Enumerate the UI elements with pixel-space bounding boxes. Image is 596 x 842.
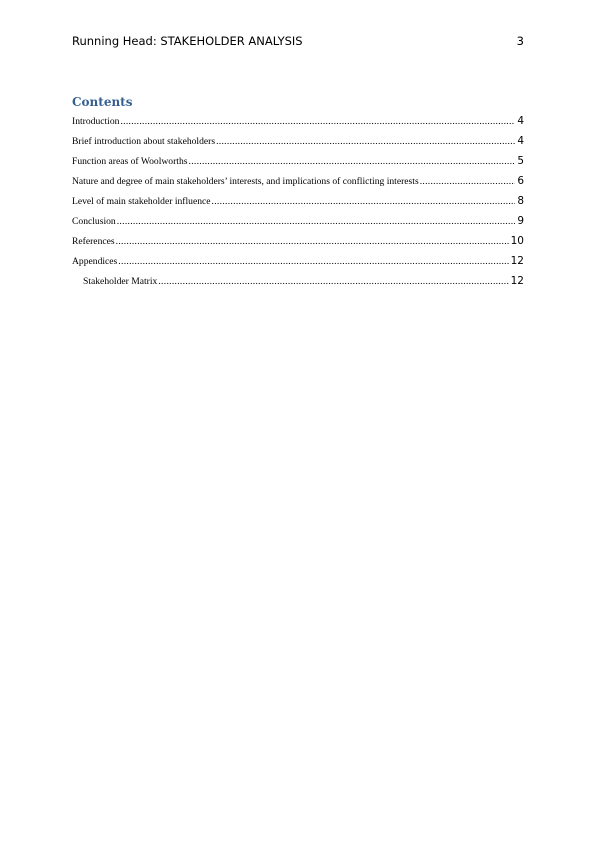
toc-entry-page: 4	[517, 115, 524, 127]
toc-entry-page: 4	[517, 135, 524, 147]
toc-entry-page: 10	[510, 235, 524, 247]
toc-entry-page: 8	[517, 195, 524, 207]
toc-entry-conclusion[interactable]	[72, 215, 524, 235]
toc-entry-label: Introduction	[72, 116, 120, 127]
toc-entry-function-areas[interactable]	[72, 155, 524, 175]
toc-entry-label: Stakeholder Matrix	[83, 276, 158, 287]
toc-entry-label: References	[72, 236, 115, 247]
contents-heading: Contents	[72, 95, 133, 109]
toc-entry-introduction[interactable]	[72, 115, 524, 135]
page-header	[72, 34, 524, 50]
toc-dot-leader	[216, 136, 515, 147]
toc-entry-page: 12	[510, 275, 524, 287]
toc-entry-page: 9	[517, 215, 524, 227]
toc-entry-label: Brief introduction about stakeholders	[72, 136, 216, 147]
table-of-contents	[72, 115, 524, 295]
toc-entry-page: 6	[517, 175, 524, 187]
toc-entry-page: 5	[517, 155, 524, 167]
toc-dot-leader	[158, 276, 508, 287]
toc-entry-label: Conclusion	[72, 216, 116, 227]
toc-entry-label: Appendices	[72, 256, 118, 267]
toc-entry-stakeholder-matrix[interactable]	[72, 275, 524, 295]
toc-dot-leader	[118, 256, 508, 267]
toc-entry-stakeholder-influence[interactable]	[72, 195, 524, 215]
toc-dot-leader	[120, 116, 515, 127]
toc-entry-label: Function areas of Woolworths	[72, 156, 188, 167]
toc-entry-page: 12	[510, 255, 524, 267]
page-number: 3	[516, 34, 524, 48]
toc-dot-leader	[189, 156, 516, 167]
toc-entry-appendices[interactable]	[72, 255, 524, 275]
toc-entry-stakeholder-interests[interactable]	[72, 175, 524, 195]
toc-dot-leader	[420, 176, 516, 187]
toc-dot-leader	[212, 196, 516, 207]
toc-entry-label: Level of main stakeholder influence	[72, 196, 211, 207]
toc-entry-brief-introduction[interactable]	[72, 135, 524, 155]
toc-entry-label: Nature and degree of main stakeholders’ interests, and implications of conflicting interests	[72, 176, 419, 187]
running-head: Running Head: STAKEHOLDER ANALYSIS	[72, 34, 303, 48]
toc-dot-leader	[117, 216, 516, 227]
toc-dot-leader	[116, 236, 509, 247]
toc-entry-references[interactable]	[72, 235, 524, 255]
